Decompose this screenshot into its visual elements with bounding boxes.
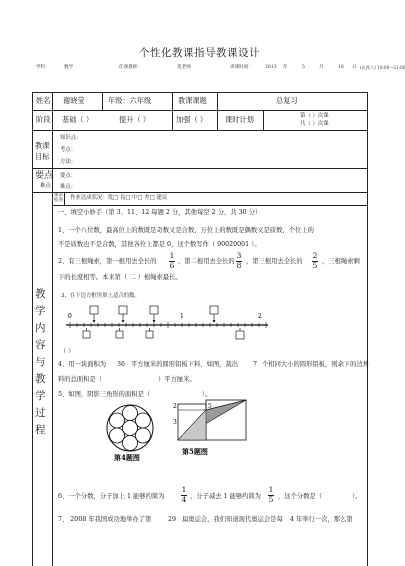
month: 5 — [302, 65, 305, 70]
fig5-dim-5: 5 — [208, 403, 212, 410]
goals-label-2: 目标 — [35, 152, 50, 161]
process-char: 内 — [35, 322, 46, 334]
answer-box — [90, 306, 98, 314]
process-char: 容 — [35, 339, 46, 351]
answer-box — [116, 331, 123, 338]
q6-suffix: ，这个分数是（ — [278, 493, 323, 500]
arrow-head — [213, 320, 216, 323]
q2-f1-den: 6 — [169, 261, 175, 271]
plan-label: 课时计划 — [225, 115, 254, 124]
q2-f2-den: 8 — [236, 261, 242, 271]
review-text: 作业达成状况：优□ 良□ 中□ 差□ 建议 — [70, 195, 168, 201]
lower-box-group — [83, 328, 244, 339]
key-points: 要点： — [60, 173, 77, 179]
plan-line-2: 共（ ）次课 — [300, 121, 329, 127]
figure-5-caption: 第5题图 — [182, 447, 208, 456]
table-border-right — [367, 92, 368, 566]
q5-text-end: ）。 — [202, 391, 212, 398]
difficulties: 难点： — [60, 184, 77, 190]
ruler-label-1: 1 — [180, 313, 184, 320]
q4-line-2: 料的总面积是（ — [58, 376, 103, 383]
q6-prefix: 6、一个分数，分子加上 1 能够约简为 — [58, 493, 165, 500]
subject-label: 学科： — [36, 65, 50, 70]
process-char: 学 — [35, 390, 46, 402]
answer-box — [119, 306, 127, 314]
q7-mid: 届奥运会，我们知道现代奥运会是每 — [182, 516, 283, 523]
shaded-triangle-lower — [178, 410, 206, 440]
plan-line-1: 第（ ）次课 — [300, 113, 329, 119]
page-title: 个性化教课指导教课设计 — [139, 47, 260, 59]
row-divider — [52, 205, 368, 206]
q2-mid-1: ，第二根用去全长的 — [178, 258, 235, 265]
q2-fraction-3 — [312, 252, 318, 270]
process-char: 学 — [35, 305, 46, 317]
answer-box — [146, 331, 153, 338]
q4-line-1c: 个相同大小的圆形铝板，则余下的边角 — [262, 361, 370, 368]
row-divider — [32, 168, 368, 169]
process-char: 教 — [35, 288, 46, 300]
table-border-left — [32, 92, 33, 566]
arrow-head — [93, 320, 96, 323]
process-char: 过 — [35, 407, 46, 419]
q2-mid-2: ，第三根用去全长的 — [246, 258, 303, 265]
q3-answer: （ ） — [60, 348, 75, 355]
goal-exam: 考点： — [60, 147, 77, 153]
year: 2013 — [265, 65, 277, 70]
process-char: 教 — [35, 373, 46, 385]
day: 18 — [338, 65, 344, 70]
arrow-head — [122, 320, 125, 323]
q2-f1-num: 1 — [169, 251, 175, 260]
col-divider — [64, 192, 65, 205]
q7-text: 7、 2008 年我国成功地举办了第 — [58, 516, 152, 523]
q2-suffix: ，三根绳索剩 — [322, 258, 360, 265]
answer-box-group — [90, 306, 218, 322]
goal-method: 方法： — [60, 159, 77, 165]
ruler-label-2: 2 — [258, 313, 262, 320]
process-label — [35, 286, 51, 439]
process-char: 程 — [35, 424, 46, 436]
q3-text: 3、在下边方框里填上适合的数。 — [61, 293, 140, 299]
q6-f1-num: 1 — [181, 485, 187, 494]
q4-line-1b: 平方厘米的圆形铝板下料，如图，裁出 — [131, 361, 239, 368]
col-divider — [52, 92, 53, 566]
teacher-value: 莫老师 — [177, 65, 191, 70]
arrow-head — [153, 320, 156, 323]
figure-4-circles — [96, 404, 168, 462]
number-line-figure — [58, 300, 283, 348]
col-divider — [102, 92, 103, 110]
goal-knowledge: 知识点： — [60, 135, 82, 141]
q1-line-2: 不是质数也不是合数，其他各位上都是 0，这个数写作（ 90020001 ）。 — [58, 241, 261, 248]
fig5-dim-2: 2 — [173, 403, 177, 410]
review-label-1: 课前 — [54, 193, 64, 198]
stage-strengthen: 加强（ ） — [176, 115, 208, 124]
arrow-heads — [93, 320, 216, 323]
student-name: 谢晓莹 — [63, 96, 85, 105]
answer-box — [210, 306, 218, 314]
review-label-2: 检查 — [54, 198, 64, 203]
q7-num: 29 — [168, 516, 177, 523]
month-unit: 月 — [319, 65, 324, 70]
row-divider — [32, 110, 368, 111]
q4-line-2b: ）平方厘米。 — [158, 376, 196, 383]
time-label: 讲课时间： — [230, 65, 253, 70]
fig5-dim-3: 3 — [173, 419, 177, 426]
q6-f2-den: 5 — [268, 495, 274, 505]
col-divider — [172, 92, 173, 130]
q6-fraction-2 — [268, 486, 274, 504]
q1-line-1: 1、一个八位数，最高位上的数既是奇数又是合数，万位上的数既是偶数又是质数，个位上的 — [58, 227, 314, 234]
q6-fraction-1 — [181, 486, 187, 504]
q2-f3-num: 2 — [312, 251, 318, 260]
process-char: 与 — [35, 356, 46, 368]
year-unit: 年 — [283, 65, 288, 70]
table-border-top — [32, 92, 368, 93]
q4-line-1a: 4、用一块面积为 — [58, 361, 107, 368]
q5-text: 5、如图，阴影三角形的面积是（ — [58, 391, 151, 398]
grade: 年级：六年级 — [108, 96, 152, 105]
q4-area: 36 — [117, 361, 126, 368]
teacher-label: 任课教师： — [119, 65, 142, 70]
q2-f2-num: 3 — [236, 251, 242, 260]
topic-value: 总复习 — [276, 96, 298, 105]
section-1-heading: 一、填空小妙手（第 3、11、12 每题 2 分，其他每空 2 分，共 30 分） — [58, 209, 262, 216]
q6-f2-num: 1 — [268, 485, 274, 494]
keypoints-label-1: 要点 — [35, 171, 54, 181]
stage-label: 阶段 — [36, 115, 51, 124]
ruler-label-0: 0 — [68, 313, 72, 320]
stage-basic: 基础（ ） — [62, 115, 94, 124]
col-divider — [263, 110, 264, 130]
answer-box — [83, 331, 90, 338]
q4-count: 7 — [253, 361, 258, 368]
row-divider — [32, 192, 368, 193]
q2-line-2: 下的长度相等。本来第（ 二 ）根绳索最长。 — [58, 274, 182, 281]
q2-fraction-1 — [169, 252, 175, 270]
figure-5-triangle — [172, 396, 252, 462]
subject-value: 数学 — [64, 65, 74, 70]
q6-f1-den: 4 — [181, 495, 187, 505]
answer-box — [150, 306, 158, 314]
day-unit: 日 — [352, 65, 357, 70]
time-range: (礼拜六) 19:00—21:00 — [360, 65, 405, 70]
keypoints-label-2: 难点 — [40, 183, 51, 189]
q2-f3-den: 5 — [312, 261, 318, 271]
row-divider — [32, 130, 368, 131]
topic-label: 教课课题 — [178, 96, 207, 105]
goals-label-1: 教课 — [35, 141, 50, 150]
answer-box — [236, 331, 244, 339]
q2-prefix: 2、有三根绳索，第一根用去全长的 — [58, 258, 157, 265]
q6-mid: ，分子减去 1 能够约简为 — [190, 493, 261, 500]
col-divider — [217, 92, 218, 110]
stage-improve: 提升（ ） — [119, 115, 151, 124]
name-label: 姓名 — [36, 96, 51, 105]
q2-fraction-2 — [236, 252, 242, 270]
q7-end: 4 年举行一次，那么第 — [290, 516, 353, 523]
col-divider — [217, 110, 218, 130]
figure-4-caption: 第4题图 — [114, 453, 140, 462]
q6-end: ）。 — [352, 493, 362, 500]
